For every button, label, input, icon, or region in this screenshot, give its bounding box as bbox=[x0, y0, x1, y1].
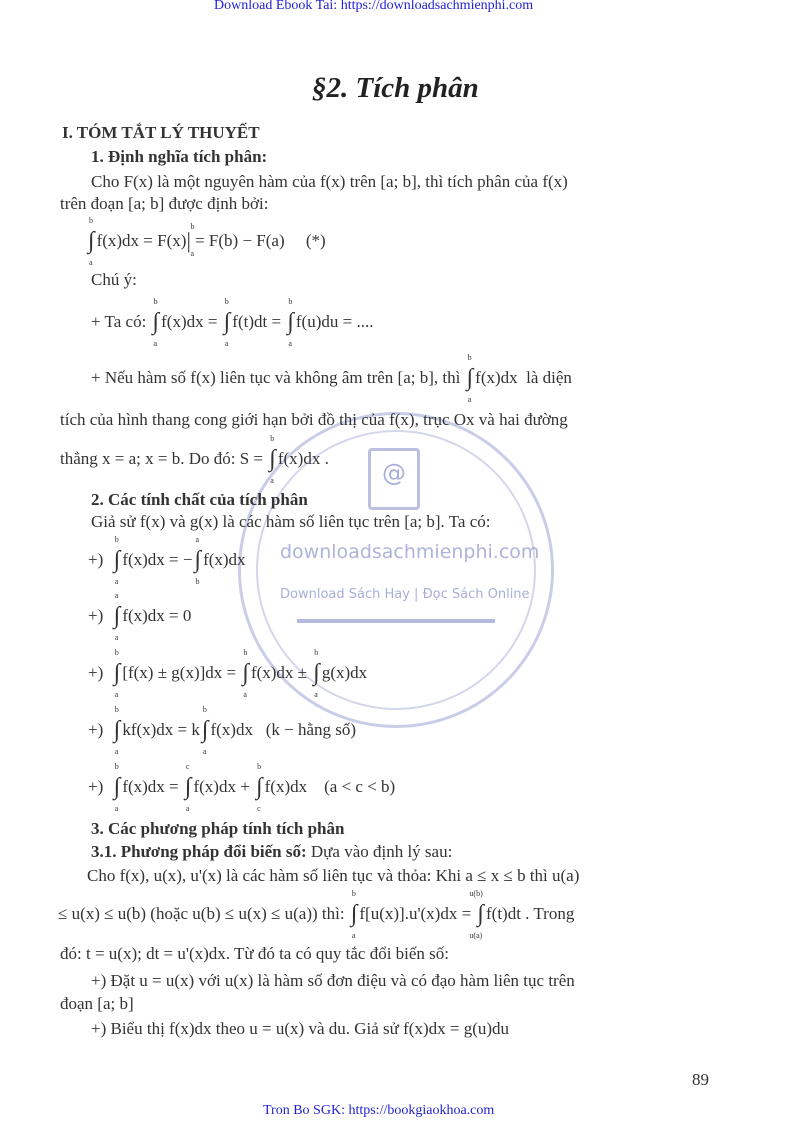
note-heading: Chú ý: bbox=[91, 270, 137, 289]
property-2: +) ∫ a a f(x)dx = 0 bbox=[88, 591, 192, 642]
page-title: §2. Tích phân bbox=[312, 72, 479, 104]
paragraph-line: đoạn [a; b] bbox=[60, 994, 134, 1013]
paragraph-line: +) Biểu thị f(x)dx theo u = u(x) và du. Giả sử f(x)dx = g(u)du bbox=[91, 1019, 510, 1038]
integral-sign: ∫ b a bbox=[88, 216, 95, 267]
area-formula-line: thẳng x = a; x = b. Do đó: S = ∫ b a f(x)dx . bbox=[60, 434, 329, 485]
subheading-definition: 1. Định nghĩa tích phân: bbox=[91, 147, 268, 166]
definition-equation: ∫ b a f(x)dx = F(x) | b a = F(b) − F(a) (*) bbox=[88, 216, 326, 267]
property-3: +) ∫ b a [f(x) ± g(x)]dx = ∫ b a f(x)dx ± ∫ b a g(x)dx bbox=[88, 648, 368, 699]
note-equation: + Ta có: ∫ b a f(x)dx = ∫ b a f(t)dt = ∫ b a f(u)du = .... bbox=[91, 297, 374, 348]
paragraph-line: Cho F(x) là một nguyên hàm của f(x) trên [a; b], thì tích phân của f(x) bbox=[91, 172, 568, 191]
header-download-link[interactable]: Download Ebook Tai: https://downloadsachmienphi.com bbox=[214, 0, 534, 13]
paragraph-line: đó: t = u(x); dt = u'(x)dx. Từ đó ta có quy tắc đổi biến số: bbox=[60, 944, 450, 963]
paragraph-line: trên đoạn [a; b] được định bởi: bbox=[60, 194, 269, 213]
paragraph-line: Cho f(x), u(x), u'(x) là các hàm số liên tục và thỏa: Khi a ≤ x ≤ b thì u(a) bbox=[87, 866, 580, 885]
property-1: +) ∫ b a f(x)dx = − ∫ a b f(x)dx bbox=[88, 535, 246, 586]
property-4: +) ∫ b a kf(x)dx = k ∫ b a f(x)dx (k − hằng số) bbox=[88, 705, 357, 756]
paragraph-line: Giả sử f(x) và g(x) là các hàm số liên tục trên [a; b]. Ta có: bbox=[91, 512, 491, 531]
subheading-substitution: 3.1. Phương pháp đổi biến số: Dựa vào định lý sau: bbox=[91, 842, 453, 861]
watermark-url: downloadsachmienphi.com bbox=[280, 541, 540, 563]
subheading-methods: 3. Các phương pháp tính tích phân bbox=[91, 819, 345, 838]
property-5: +) ∫ b a f(x)dx = ∫ c a f(x)dx + ∫ b c f(x)dx (a < c < b) bbox=[88, 762, 396, 813]
paragraph-line: +) Đặt u = u(x) với u(x) là hàm số đơn điệu và có đạo hàm liên tục trên bbox=[91, 971, 575, 990]
section-heading-theory: I. TÓM TẮT LÝ THUYẾT bbox=[62, 123, 260, 142]
page-number: 89 bbox=[692, 1070, 709, 1089]
paragraph-line: tích của hình thang cong giới hạn bởi đồ thị của f(x), trục Ox và hai đường bbox=[60, 410, 568, 429]
book-logo-icon: @ bbox=[368, 448, 420, 510]
subheading-properties: 2. Các tính chất của tích phân bbox=[91, 490, 308, 509]
substitution-theorem: ≤ u(x) ≤ u(b) (hoặc u(b) ≤ u(x) ≤ u(a)) thì: ∫ b a f[u(x)].u'(x)dx = ∫ u(b) u(a) f(t)dt . Trong bbox=[58, 889, 575, 940]
area-note-line: + Nếu hàm số f(x) liên tục và không âm trên [a; b], thì ∫ b a f(x)dx là diện bbox=[91, 353, 572, 404]
watermark-tagline: Download Sách Hay | Đọc Sách Online bbox=[280, 587, 530, 602]
watermark-underline bbox=[297, 619, 495, 623]
footer-sgk-link[interactable]: Tron Bo SGK: https://bookgiaokhoa.com bbox=[263, 1103, 495, 1118]
